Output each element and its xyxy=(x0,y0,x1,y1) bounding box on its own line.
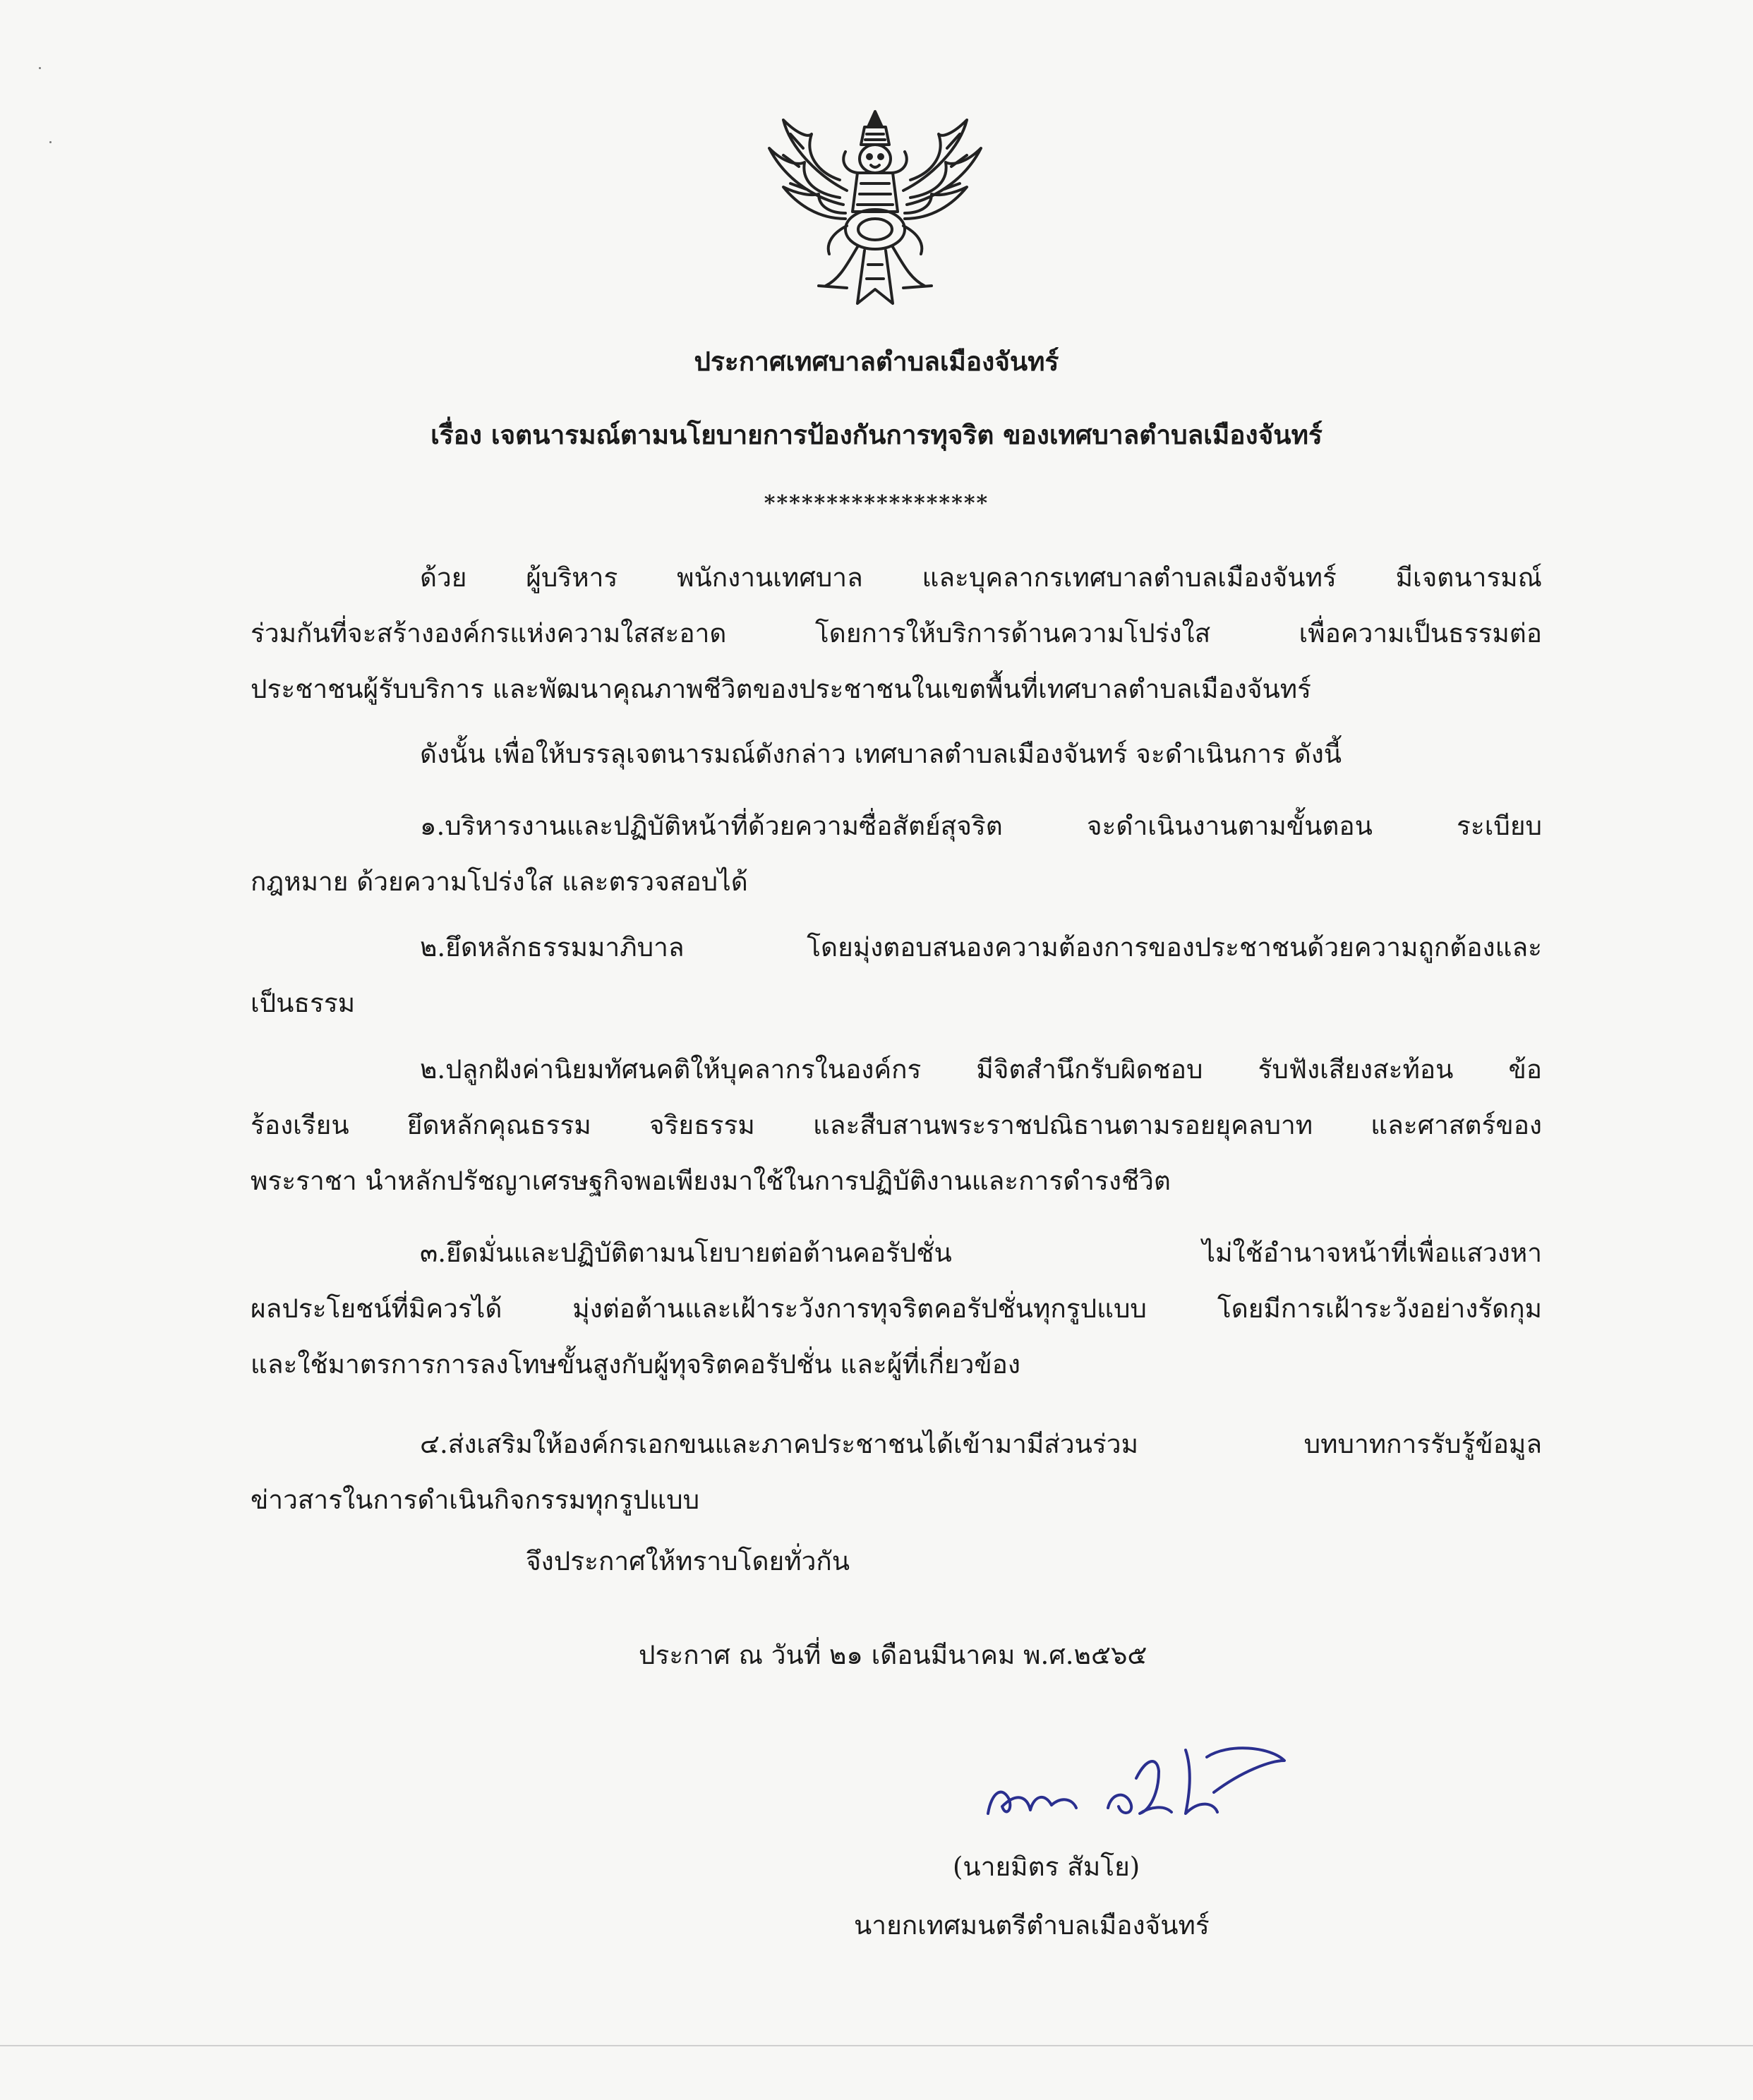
signer-name: (นายมิตร สัมโย) xyxy=(953,1852,1140,1882)
announcement-date: ประกาศ ณ วันที่ ๒๑ เดือนมีนาคม พ.ศ.๒๕๖๕ xyxy=(639,1640,1147,1670)
list-item-line: ข่าวสารในการดำเนินกิจกรรมทุกรูปแบบ xyxy=(251,1485,700,1515)
garuda-emblem-icon xyxy=(741,106,1009,318)
scan-edge-divider xyxy=(0,2045,1753,2046)
announcement-subject: เรื่อง เจตนารมณ์ตามนโยบายการป้องกันการทุจริต ของเทศบาลตำบลเมืองจันทร์ xyxy=(430,419,1323,450)
list-item-line: ๓.ยึดมั่นและปฏิบัติตามนโยบายต่อต้านคอรัปชั่น ไม่ใช้อำนาจหน้าที่เพื่อแสวงหา xyxy=(420,1238,1542,1268)
paragraph-line: ร่วมกันที่จะสร้างองค์กรแห่งความใสสะอาด โดยการให้บริการด้านความโปร่งใส เพื่อความเป็นธรรมต่อ xyxy=(251,618,1542,648)
paragraph-line: ประชาชนผู้รับบริการ และพัฒนาคุณภาพชีวิตของประชาชนในเขตพื้นที่เทศบาลตำบลเมืองจันทร์ xyxy=(251,674,1312,704)
closing-line: จึงประกาศให้ทราบโดยทั่วกัน xyxy=(526,1546,850,1576)
list-item-line: ๒.ยึดหลักธรรมมาภิบาล โดยมุ่งตอบสนองความต้องการของประชาชนด้วยความถูกต้องและ xyxy=(420,932,1542,962)
paragraph-line: ด้วย ผู้บริหาร พนักงานเทศบาล และบุคลากรเทศบาลตำบลเมืองจันทร์ มีเจตนารมณ์ xyxy=(420,562,1542,593)
list-item-line: เป็นธรรม xyxy=(251,988,356,1018)
list-item-line: พระราชา นำหลักปรัชญาเศรษฐกิจพอเพียงมาใช้ในการปฏิบัติงานและการดำรงชีวิต xyxy=(251,1166,1171,1196)
list-item-line: ร้องเรียน ยึดหลักคุณธรรม จริยธรรม และสืบสานพระราชปณิธานตามรอยยุคลบาท และศาสตร์ของ xyxy=(251,1110,1542,1140)
list-item-line: กฎหมาย ด้วยความโปร่งใส และตรวจสอบได้ xyxy=(251,867,748,897)
list-item-line: ๒.ปลูกฝังค่านิยมทัศนคติให้บุคลากรในองค์กร มีจิตสำนึกรับผิดชอบ รับฟังเสียงสะท้อน ข้อ xyxy=(420,1054,1542,1085)
scan-speck xyxy=(39,67,41,69)
paragraph-line: ดังนั้น เพื่อให้บรรลุเจตนารมณ์ดังกล่าว เทศบาลตำบลเมืองจันทร์ จะดำเนินการ ดังนี้ xyxy=(420,739,1342,769)
list-item-line: ๔.ส่งเสริมให้องค์กรเอกขนและภาคประชาชนได้เข้ามามีส่วนร่วม บทบาทการรับรู้ข้อมูล xyxy=(420,1429,1542,1459)
list-item-line: และใช้มาตรการการลงโทษขั้นสูงกับผู้ทุจริตคอรัปชั่น และผู้ที่เกี่ยวข้อง xyxy=(251,1349,1020,1380)
announcement-title: ประกาศเทศบาลตำบลเมืองจันทร์ xyxy=(694,346,1059,377)
signer-title: นายกเทศมนตรีตำบลเมืองจันทร์ xyxy=(854,1910,1210,1941)
list-item-line: ๑.บริหารงานและปฏิบัติหน้าที่ด้วยความซื่อสัตย์สุจริต จะดำเนินงานตามขั้นตอน ระเบียบ xyxy=(420,811,1542,841)
scan-speck xyxy=(49,141,52,143)
handwritten-signature-icon xyxy=(974,1729,1327,1835)
list-item-line: ผลประโยชน์ที่มิควรได้ มุ่งต่อต้านและเฝ้าระวังการทุจริตคอรัปชั่นทุกรูปแบบ โดยมีการเฝ้าระวังอย่างรัดกุม xyxy=(251,1293,1542,1324)
divider-asterisks: ****************** xyxy=(764,491,989,516)
